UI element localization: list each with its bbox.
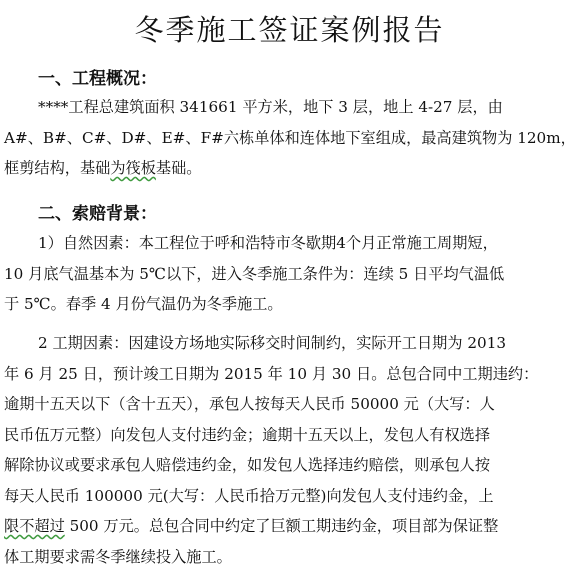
underlined-text: 限不超过 (4, 517, 65, 535)
text-line: 年 6 月 25 日，预计竣工日期为 2015 年 10 月 30 日。总包合同中工期违约： (4, 364, 539, 383)
section-heading-overview: 一、工程概况： (38, 69, 157, 89)
text-line (4, 511, 576, 542)
text-line: 民币伍万元整）向发包人支付违约金；逾期十五天以上，发包人有权选择 (4, 425, 490, 444)
paragraph-natural-factors (4, 228, 576, 320)
text-line: 每天人民币 100000 元(大写：人民币拾万元整)向发包人支付违约金，上 (4, 486, 494, 505)
text-line: 逾期十五天以下（含十五天），承包人按每天人民币 50000 元（大写：人 (4, 395, 495, 413)
text-segment: 基础。 (155, 159, 202, 177)
text-line: 1）自然因素：本工程位于呼和浩特市冬歇期4个月正常施工周期短， (38, 234, 498, 252)
text-line: 10 月底气温基本为 5℃以下，进入冬季施工条件为：连续 5 日平均气温低 (4, 264, 505, 283)
document-title: 冬季施工签证案例报告 (134, 13, 445, 47)
text-line: A#、B#、C#、D#、E#、F#六栋单体和连体地下室组成，最高建筑物为 120m， (4, 128, 576, 147)
text-segment: 框剪结构，基础 (4, 159, 111, 177)
text-line (4, 153, 576, 184)
text-line: 体工期要求需冬季继续投入施工。 (4, 547, 232, 566)
text-segment: 500 万元。总包合同中约定了巨额工期违约金，项目部为保证整 (64, 517, 499, 535)
paragraph-overview (4, 92, 576, 184)
section-heading-background: 二、索赔背景： (38, 204, 157, 224)
text-line: 于 5℃。春季 4 月份气温仍为冬季施工。 (4, 295, 283, 313)
underlined-text: 为筏板 (110, 159, 156, 177)
text-line: ****工程总建筑面积 341661 平方米，地下 3 层，地上 4-27 层，由 (38, 98, 503, 116)
text-line: 2 工期因素：因建设方场地实际移交时间制约，实际开工日期为 2013 (38, 334, 507, 352)
text-line: 解除协议或要求承包人赔偿违约金，如发包人选择违约赔偿，则承包人按 (4, 456, 490, 474)
paragraph-schedule-factors (4, 328, 576, 572)
